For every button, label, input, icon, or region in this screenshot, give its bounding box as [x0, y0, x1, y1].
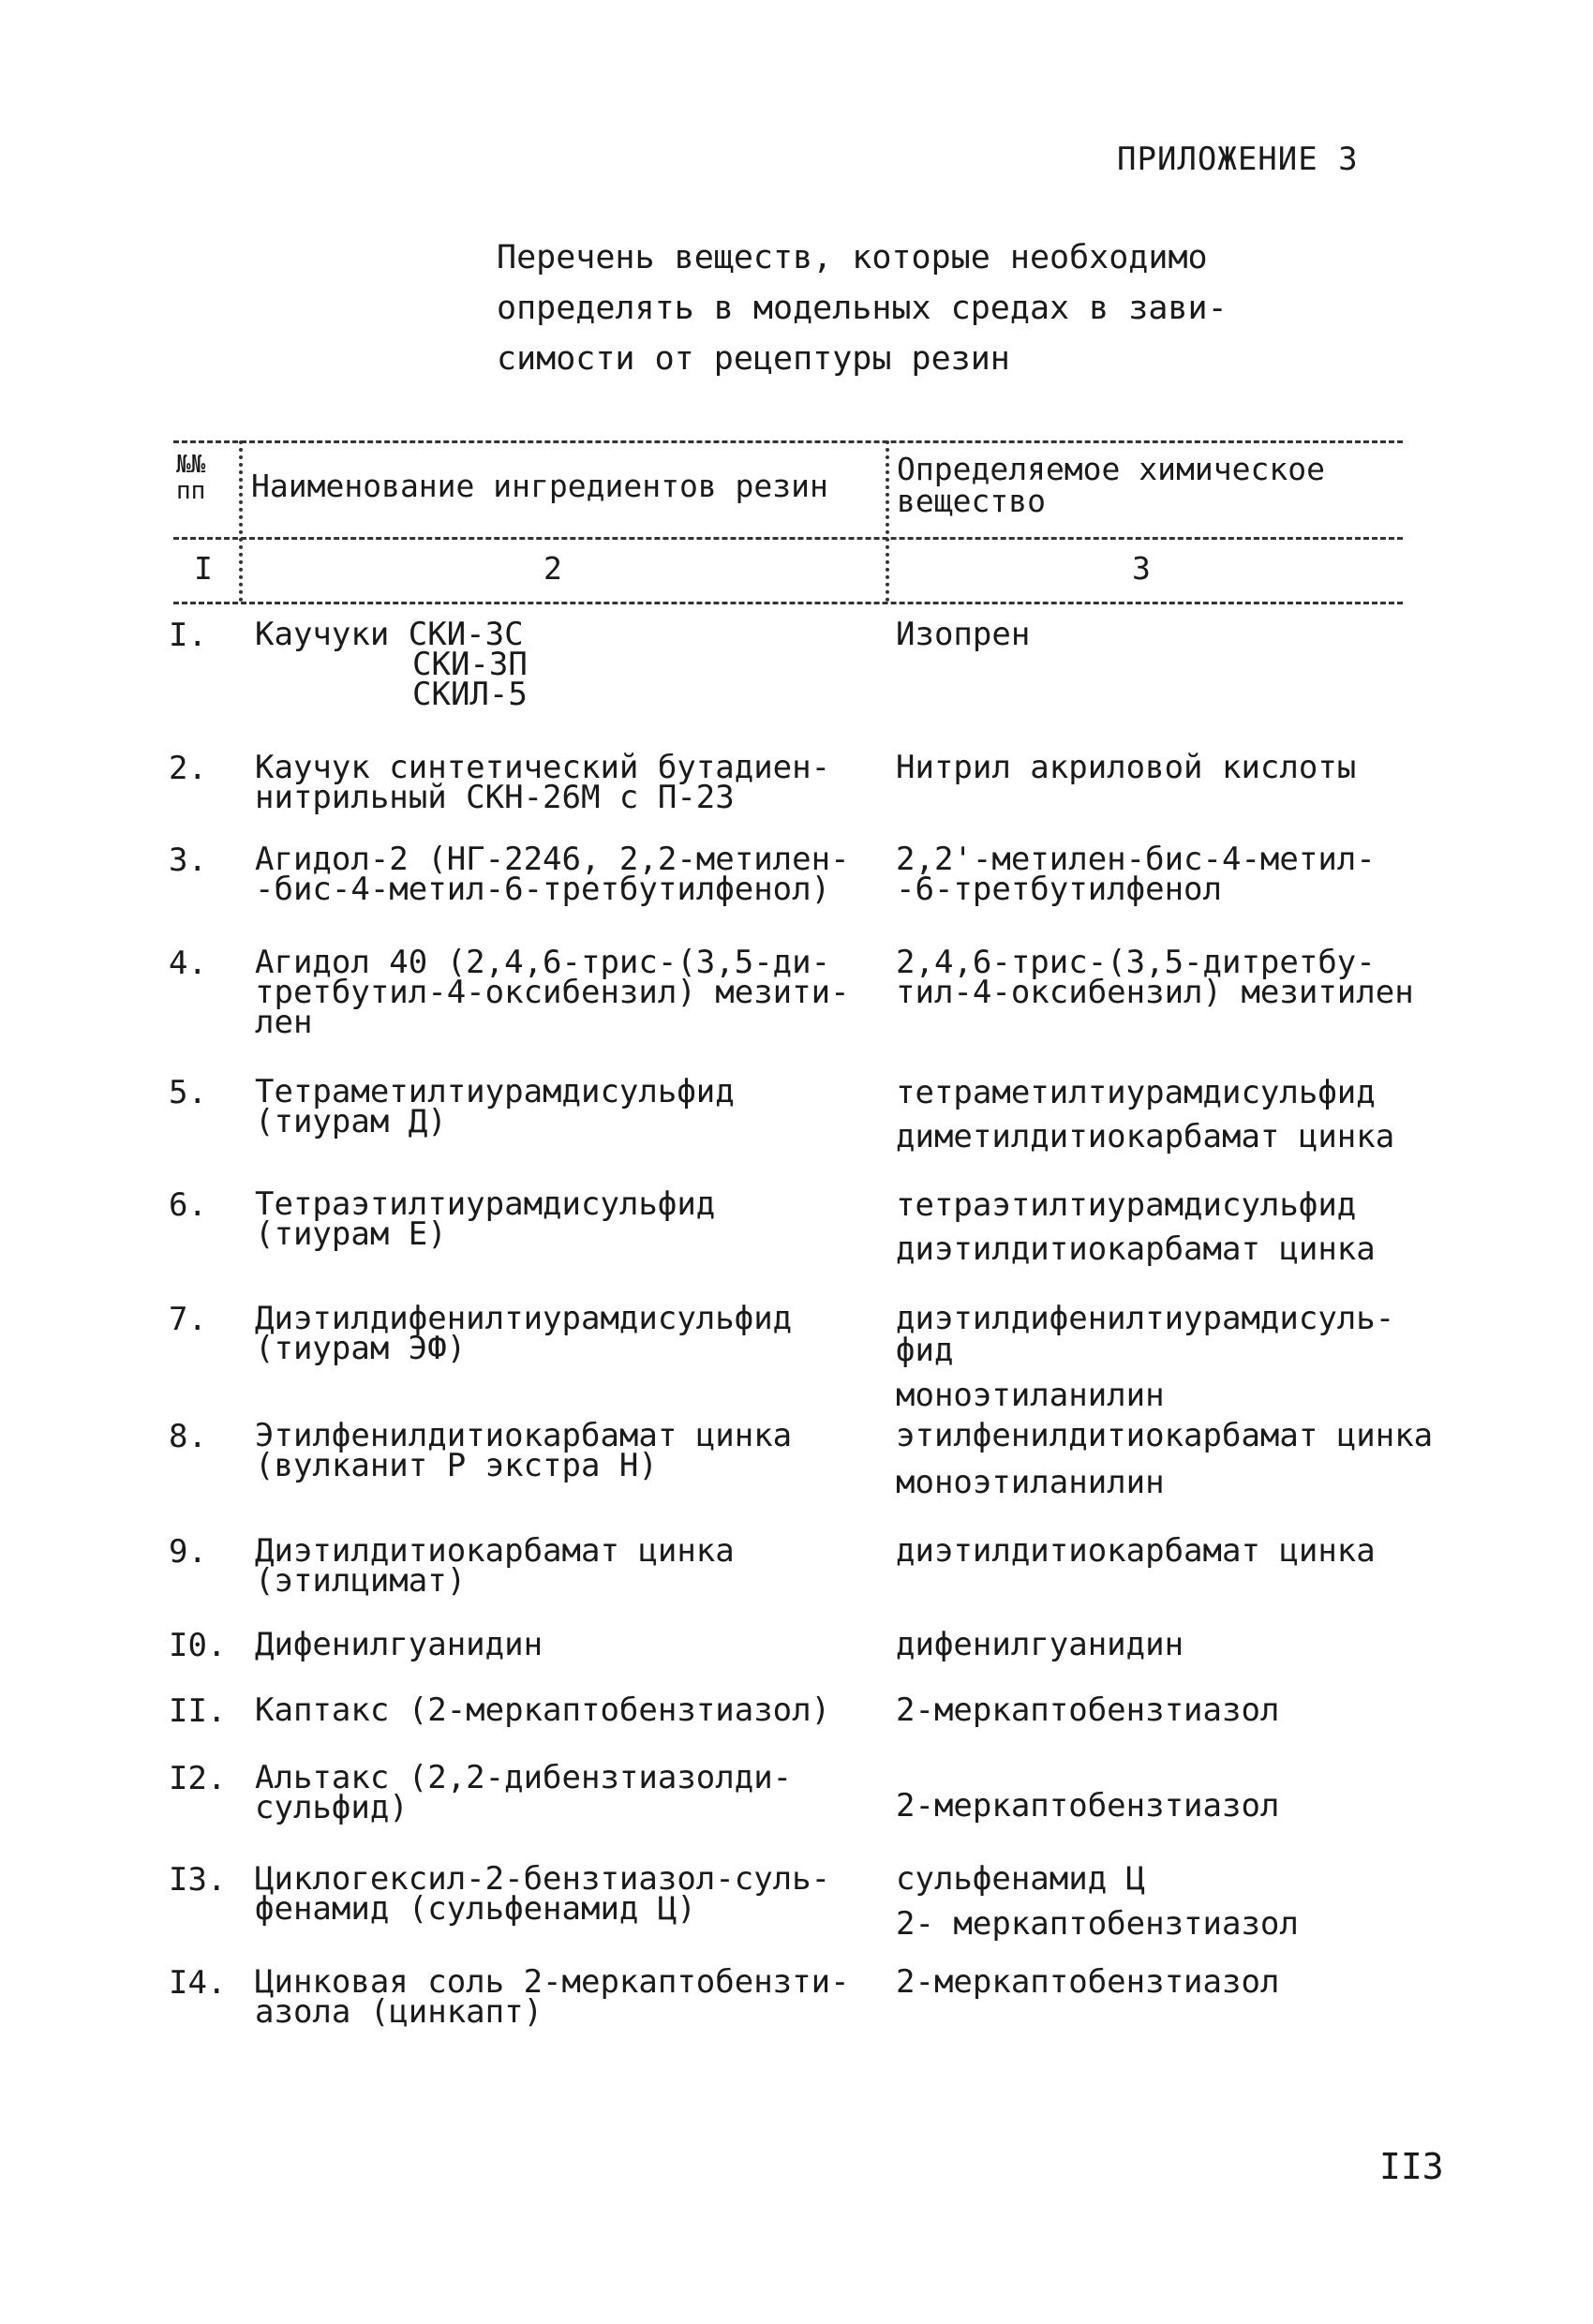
ingredient-text: (этилцимат) — [255, 1562, 467, 1600]
ingredient-text: нитрильный СКН-26М с П-23 — [255, 779, 735, 816]
title-line: симости от рецептуры резин — [497, 340, 1010, 378]
substance-text: тетраметилтиурамдисульфид — [896, 1074, 1376, 1111]
row-number: I. — [169, 617, 207, 654]
header-col-substance: Определяемое химическое вещество — [897, 451, 1325, 519]
ingredient-text: Цинковая соль 2-меркаптобензти- — [255, 1963, 850, 2001]
row-number: 4. — [169, 945, 207, 982]
title-line: определять в модельных средах в зави- — [497, 290, 1228, 327]
column-numbers-rule — [173, 602, 1403, 604]
row-number: I4. — [169, 1964, 227, 2002]
ingredient-text: третбутил-4-оксибензил) мезити- — [255, 974, 850, 1011]
document-title — [497, 232, 1265, 384]
row-number: 2. — [169, 750, 207, 787]
ingredient-text: Тетраметилтиурамдисульфид — [255, 1073, 735, 1110]
ingredient-text: Дифенилгуанидин — [255, 1626, 543, 1663]
substance-text: диэтилдитиокарбамат цинка — [896, 1230, 1376, 1268]
substance-text: тил-4-оксибензил) мезитилен — [896, 974, 1414, 1011]
substance-text: моноэтиланилин — [896, 1464, 1165, 1501]
substance-text: 2-меркаптобензтиазол — [896, 1787, 1280, 1825]
ingredient-text: Агидол-2 (НГ-2246, 2,2-метилен- — [255, 841, 850, 878]
column-number: 2 — [543, 550, 562, 587]
row-number: 9. — [169, 1533, 207, 1571]
ingredient-text: -бис-4-метил-6-третбутилфенол) — [255, 871, 831, 908]
substance-text: сульфенамид Ц — [896, 1860, 1146, 1898]
substance-text: фид — [896, 1332, 954, 1369]
substance-text: диметилдитиокарбамат цинка — [896, 1118, 1395, 1155]
substance-text: этилфенилдитиокарбамат цинка — [896, 1417, 1434, 1454]
ingredient-text: Тетраэтилтиурамдисульфид — [255, 1185, 716, 1223]
ingredient-text: Циклогексил-2-бензтиазол-суль- — [255, 1860, 831, 1898]
ingredient-text: СКИЛ-5 — [412, 676, 528, 713]
ingredient-text: сульфид) — [255, 1789, 409, 1826]
column-separator — [239, 440, 243, 602]
substance-text: Изопрен — [896, 616, 1031, 653]
appendix-label: ПРИЛОЖЕНИЕ 3 — [1117, 141, 1359, 178]
ingredient-text: фенамид (сульфенамид Ц) — [255, 1890, 696, 1928]
substance-text: 2- меркаптобензтиазол — [896, 1905, 1299, 1943]
row-number: 8. — [169, 1418, 207, 1455]
row-number: 3. — [169, 842, 207, 879]
page-number: II3 — [1379, 2146, 1444, 2187]
header-divider-rule — [173, 537, 1403, 540]
ingredient-text: (вулканит Р экстра Н) — [255, 1447, 658, 1484]
ingredient-text: Диэтилдифенилтиурамдисульфид — [255, 1300, 793, 1337]
ingredient-text: лен — [255, 1004, 313, 1041]
substance-text: 2,2'-метилен-бис-4-метил- — [896, 841, 1376, 878]
substance-text: 2-меркаптобензтиазол — [896, 1963, 1280, 2001]
ingredient-text: Альтакс (2,2-дибензтиазолди- — [255, 1759, 793, 1796]
table-top-rule — [173, 440, 1403, 443]
substance-text: 2-меркаптобензтиазол — [896, 1691, 1280, 1729]
substance-text: дифенилгуанидин — [896, 1626, 1184, 1663]
column-number: 3 — [1132, 550, 1151, 587]
ingredient-text: Этилфенилдитиокарбамат цинка — [255, 1417, 793, 1454]
substance-text: 2,4,6-трис-(3,5-дитретбу- — [896, 944, 1376, 981]
substance-text: моноэтиланилин — [896, 1377, 1165, 1414]
substance-text: тетраэтилтиурамдисульфид — [896, 1186, 1357, 1224]
ingredient-text: Каптакс (2-меркаптобензтиазол) — [255, 1691, 831, 1729]
row-number: II. — [169, 1692, 227, 1730]
row-number: I3. — [169, 1861, 227, 1899]
row-number: 5. — [169, 1074, 207, 1111]
header-col-number: №№ пп — [176, 451, 206, 505]
ingredient-text: (тиурам Д) — [255, 1103, 447, 1140]
ingredient-text: (тиурам ЭФ) — [255, 1330, 467, 1367]
substance-text: диэтилдифенилтиурамдисуль- — [896, 1300, 1395, 1337]
column-number: I — [194, 550, 213, 587]
substance-text: -6-третбутилфенол — [896, 871, 1222, 908]
title-line: Перечень веществ, которые необходимо — [497, 239, 1208, 276]
row-number: I2. — [169, 1760, 227, 1797]
column-separator — [886, 440, 889, 602]
substance-text: Нитрил акриловой кислоты — [896, 749, 1357, 786]
row-number: 6. — [169, 1186, 207, 1224]
substance-text: диэтилдитиокарбамат цинка — [896, 1532, 1376, 1570]
ingredient-text: азола (цинкапт) — [255, 1993, 543, 2031]
ingredient-text: СКИ-3П — [412, 646, 528, 683]
ingredient-text: Диэтилдитиокарбамат цинка — [255, 1532, 735, 1570]
row-number: 7. — [169, 1301, 207, 1338]
ingredient-text: Агидол 40 (2,4,6-трис-(3,5-ди- — [255, 944, 831, 981]
row-number: I0. — [169, 1627, 227, 1664]
ingredient-text: Каучук синтетический бутадиен- — [255, 749, 831, 786]
header-col-ingredient: Наименование ингредиентов резин — [251, 468, 828, 504]
ingredient-text: Каучуки СКИ-3С — [255, 616, 524, 653]
ingredient-text: (тиурам Е) — [255, 1215, 447, 1253]
